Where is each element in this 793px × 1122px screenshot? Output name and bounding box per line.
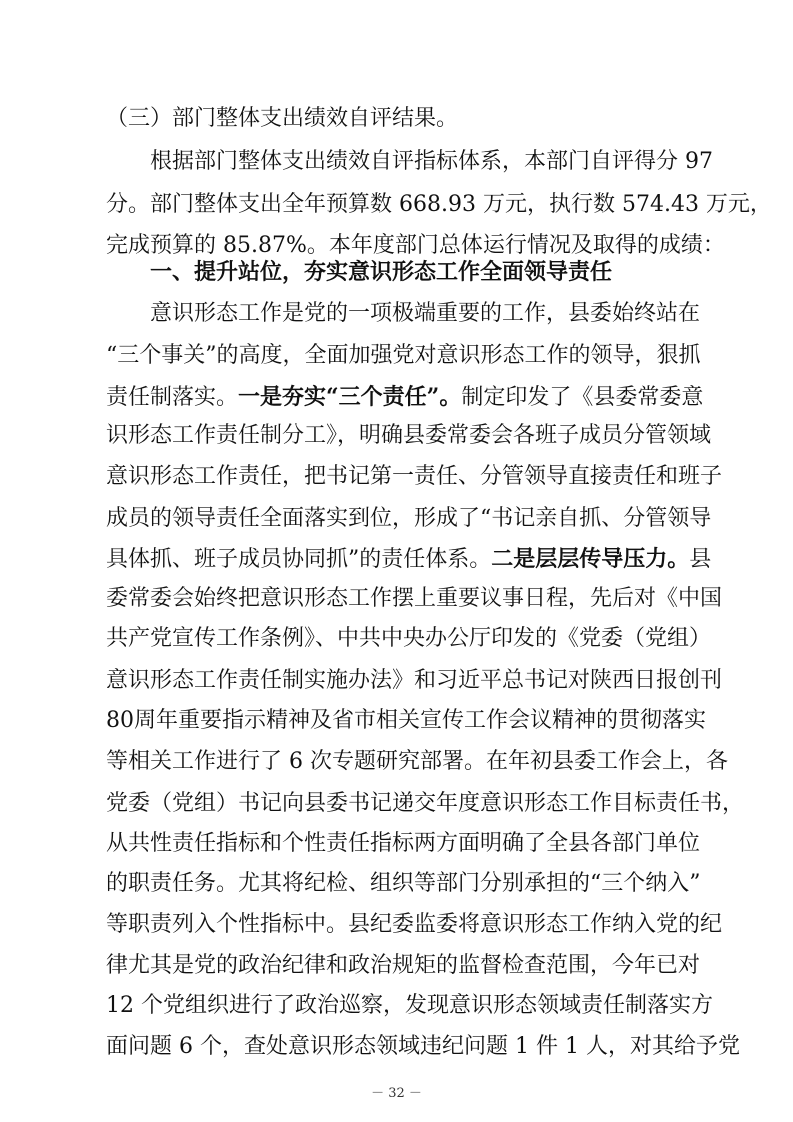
body-line-8: 委常委会始终把意识形态工作摆上重要议事日程，先后对《中国: [106, 586, 723, 611]
heading-1: 一、提升站位，夯实意识形态工作全面领导责任: [150, 260, 613, 285]
body-line-6: 成员的领导责任全面落实到位，形成了“书记亲自抓、分管领导: [106, 506, 712, 531]
body-text: 制定印发了《县委常委意: [461, 385, 704, 410]
body-line-10: 意识形态工作责任制实施办法》和习近平总书记对陕西日报创刊: [106, 668, 723, 693]
body-text: 责任制落实。: [106, 385, 239, 410]
body-line-18: 12 个党组织进行了政治巡察，发现意识形态领域责任制落实方: [106, 993, 713, 1018]
body-line-2: “三个事关”的高度，全面加强党对意识形态工作的领导，狠抓: [106, 343, 701, 368]
body-line-13: 党委（党组）书记向县委书记递交年度意识形态工作目标责任书，: [106, 791, 745, 816]
intro-line-1: 根据部门整体支出绩效自评指标体系，本部门自评得分 97: [150, 149, 713, 174]
body-line-15: 的职责任务。尤其将纪检、组织等部门分别承担的“三个纳入”: [106, 871, 701, 896]
body-line-14: 从共性责任指标和个性责任指标两方面明确了全县各部门单位: [106, 831, 701, 856]
body-line-19: 面问题 6 个，查处意识形态领域违纪问题 1 件 1 人，对其给予党: [106, 1034, 740, 1059]
body-line-11: 80周年重要指示精神及省市相关宣传工作会议精神的贯彻落实: [106, 708, 706, 733]
intro-line-2: 分。部门整体支出全年预算数 668.93 万元，执行数 574.43 万元，: [106, 192, 772, 217]
body-line-16: 等职责列入个性指标中。县纪委监委将意识形态工作纳入党的纪: [106, 912, 723, 937]
section-title: （三）部门整体支出绩效自评结果。: [106, 106, 459, 131]
body-line-4: 识形态工作责任制分工》，明确县委常委会各班子成员分管领域: [106, 423, 712, 448]
body-line-17: 律尤其是党的政治纪律和政治规矩的监督检查范围，今年已对: [106, 953, 701, 978]
page-number: － 32 －: [371, 1086, 422, 1101]
emphasis-point-1: 一是夯实“三个责任”。: [238, 384, 462, 410]
body-text: 县: [689, 547, 712, 572]
emphasis-point-2: 二是层层传导压力。: [491, 546, 690, 572]
body-line-3: [106, 380, 704, 414]
body-line-1: 意识形态工作是党的一项极端重要的工作，县委始终站在: [150, 301, 701, 326]
body-line-5: 意识形态工作责任，把书记第一责任、分管领导直接责任和班子: [106, 464, 723, 489]
body-line-9: 共产党宣传工作条例》、中共中央办公厅印发的《党委（党组）: [106, 626, 712, 651]
body-text: 具体抓、班子成员协同抓”的责任体系。: [106, 547, 492, 572]
body-line-12: 等相关工作进行了 6 次专题研究部署。在年初县委工作会上，各: [106, 749, 728, 774]
intro-line-3: 完成预算的 85.87%。本年度部门总体运行情况及取得的成绩：: [106, 233, 725, 258]
body-line-7: [106, 542, 712, 576]
